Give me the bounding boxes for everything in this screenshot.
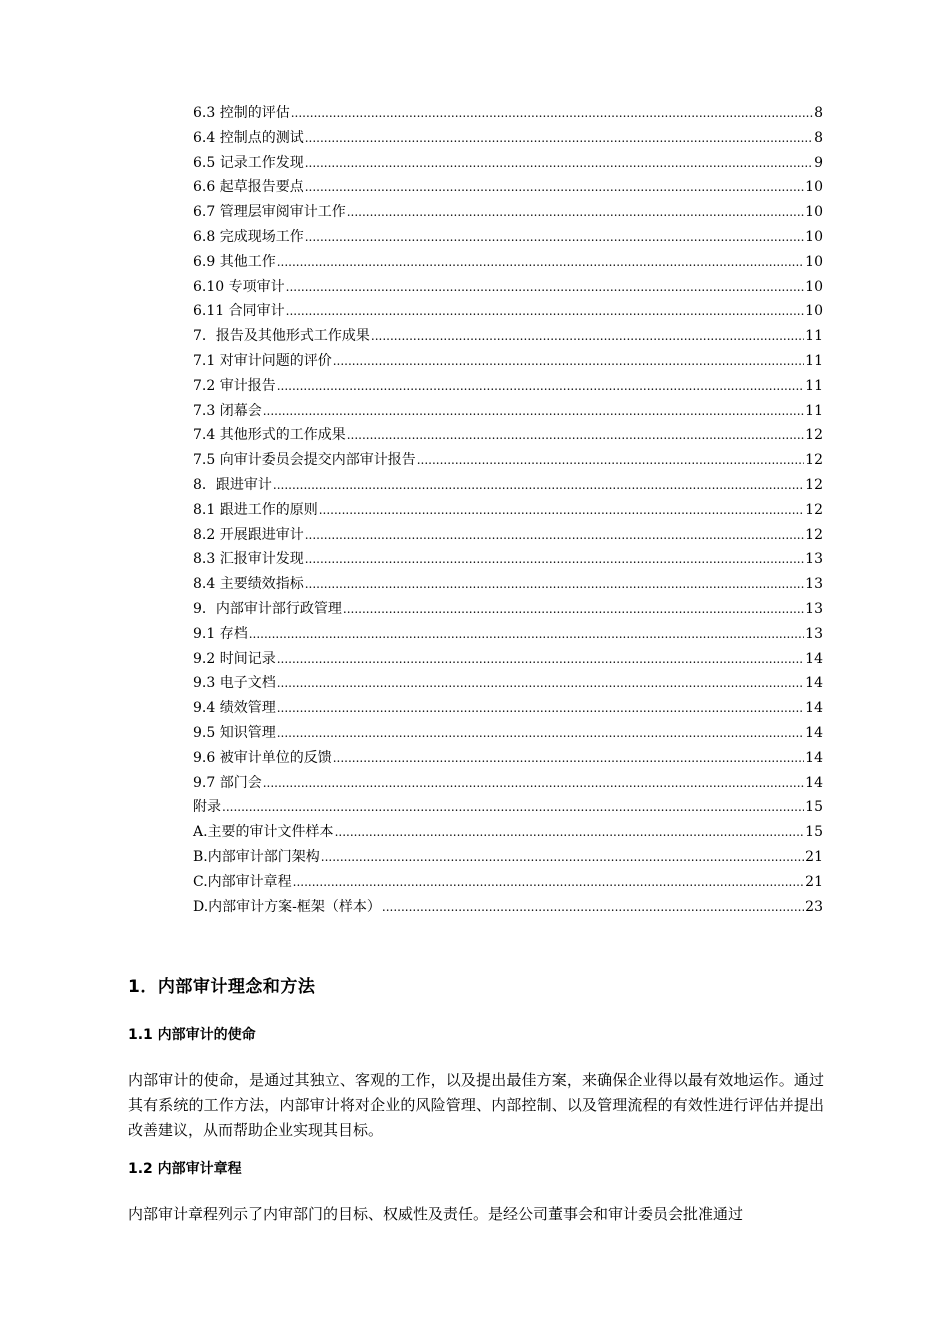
toc-entry[interactable]	[193, 671, 823, 696]
toc-entry-page-number: 14	[805, 749, 823, 766]
toc-leader-dots	[333, 349, 804, 374]
toc-entry[interactable]	[193, 448, 823, 473]
toc-entry[interactable]	[193, 299, 823, 324]
toc-entry[interactable]	[193, 845, 823, 870]
toc-leader-dots	[286, 299, 805, 324]
toc-entry-label: 附录	[193, 799, 221, 816]
toc-entry-page-number: 10	[805, 278, 823, 295]
toc-leader-dots	[277, 696, 804, 721]
toc-entry-label: 7.1 对审计问题的评价	[193, 352, 332, 369]
toc-entry-label: 8.2 开展跟进审计	[193, 526, 304, 543]
toc-entry-label: 9.5 知识管理	[193, 724, 276, 741]
toc-entry-page-number: 13	[805, 600, 823, 617]
toc-entry-label: 9．内部审计部行政管理	[193, 600, 342, 617]
toc-entry[interactable]	[193, 523, 823, 548]
toc-entry-page-number: 12	[805, 501, 823, 518]
toc-entry[interactable]	[193, 795, 823, 820]
toc-entry[interactable]	[193, 399, 823, 424]
toc-entry[interactable]	[193, 225, 823, 250]
toc-entry-page-number: 11	[805, 352, 823, 369]
toc-entry-page-number: 14	[805, 675, 823, 692]
toc-entry-label: 6.5 记录工作发现	[193, 154, 304, 171]
toc-leader-dots	[291, 101, 813, 126]
toc-leader-dots	[273, 473, 804, 498]
toc-leader-dots	[305, 225, 804, 250]
toc-entry[interactable]	[193, 771, 823, 796]
toc-entry[interactable]	[193, 820, 823, 845]
toc-entry[interactable]	[193, 597, 823, 622]
toc-leader-dots	[263, 399, 804, 424]
toc-entry[interactable]	[193, 126, 823, 151]
toc-entry-label: 6.11 合同审计	[193, 303, 285, 320]
toc-entry-page-number: 14	[805, 650, 823, 667]
toc-leader-dots	[277, 647, 804, 672]
toc-entry[interactable]	[193, 870, 823, 895]
toc-entry[interactable]	[193, 200, 823, 225]
toc-leader-dots	[382, 895, 804, 920]
toc-leader-dots	[305, 523, 804, 548]
toc-entry-page-number: 23	[805, 898, 823, 915]
toc-entry-page-number: 14	[805, 700, 823, 717]
toc-entry-page-number: 13	[805, 551, 823, 568]
subsection-heading-mission: 1.1 内部审计的使命	[128, 1027, 256, 1043]
toc-entry-page-number: 10	[805, 303, 823, 320]
toc-entry-page-number: 15	[805, 824, 823, 841]
toc-entry-label: 9.6 被审计单位的反馈	[193, 749, 332, 766]
toc-leader-dots	[263, 771, 804, 796]
toc-entry-label: A.主要的审计文件样本	[193, 824, 334, 841]
toc-entry-page-number: 13	[805, 576, 823, 593]
toc-entry-page-number: 12	[805, 526, 823, 543]
toc-entry-page-number: 14	[805, 774, 823, 791]
toc-leader-dots	[277, 721, 804, 746]
toc-entry[interactable]	[193, 151, 823, 176]
toc-entry-page-number: 14	[805, 724, 823, 741]
toc-entry-page-number: 10	[805, 204, 823, 221]
toc-leader-dots	[305, 175, 804, 200]
toc-leader-dots	[222, 795, 804, 820]
toc-entry-label: 9.7 部门会	[193, 774, 262, 791]
toc-entry-label: 7.3 闭幕会	[193, 402, 262, 419]
toc-leader-dots	[277, 374, 804, 399]
toc-entry-label: 6.3 控制的评估	[193, 105, 290, 121]
toc-entry-label: 6.7 管理层审阅审计工作	[193, 204, 346, 221]
toc-entry-label: 6.8 完成现场工作	[193, 228, 304, 245]
subsection-heading-charter: 1.2 内部审计章程	[128, 1161, 242, 1177]
toc-entry-page-number: 21	[805, 873, 823, 890]
toc-entry-label: 8.1 跟进工作的原则	[193, 501, 318, 518]
toc-leader-dots	[293, 870, 805, 895]
toc-entry[interactable]	[193, 572, 823, 597]
toc-entry-page-number: 9	[814, 154, 823, 171]
toc-leader-dots	[371, 324, 804, 349]
toc-entry[interactable]	[193, 324, 823, 349]
toc-leader-dots	[347, 200, 804, 225]
toc-entry[interactable]	[193, 647, 823, 672]
toc-entry-page-number: 12	[805, 427, 823, 444]
toc-entry-page-number: 15	[805, 799, 823, 816]
toc-entry-page-number: 12	[805, 476, 823, 493]
toc-entry-label: 8.4 主要绩效指标	[193, 576, 304, 593]
toc-leader-dots	[319, 498, 804, 523]
toc-entry-page-number: 8	[814, 129, 823, 146]
toc-leader-dots	[321, 845, 804, 870]
toc-entry[interactable]	[193, 746, 823, 771]
toc-entry-label: 9.4 绩效管理	[193, 700, 276, 717]
toc-entry[interactable]	[193, 547, 823, 572]
toc-leader-dots	[277, 250, 804, 275]
toc-entry[interactable]	[193, 250, 823, 275]
toc-entry[interactable]	[193, 498, 823, 523]
toc-entry[interactable]	[193, 473, 823, 498]
toc-entry[interactable]	[193, 895, 823, 920]
toc-leader-dots	[333, 746, 804, 771]
toc-leader-dots	[305, 151, 813, 176]
toc-entry[interactable]	[193, 696, 823, 721]
toc-leader-dots	[286, 275, 805, 300]
toc-entry[interactable]	[193, 374, 823, 399]
toc-entry[interactable]	[193, 275, 823, 300]
toc-entry-label: 9.2 时间记录	[193, 650, 276, 667]
toc-entry-label: C.内部审计章程	[193, 873, 292, 890]
toc-entry-label: 6.6 起草报告要点	[193, 179, 304, 196]
toc-entry-page-number: 21	[805, 848, 823, 865]
toc-entry-label: 9.1 存档	[193, 625, 248, 642]
toc-entry[interactable]	[193, 721, 823, 746]
paragraph-charter: 内部审计章程列示了内审部门的目标、权威性及责任。是经公司董事会和审计委员会批准通过	[128, 1205, 744, 1223]
toc-entry-page-number: 13	[805, 625, 823, 642]
toc-entry-page-number: 10	[805, 228, 823, 245]
toc-entry[interactable]	[193, 622, 823, 647]
toc-entry-label: D.内部审计方案-框架（样本）	[193, 898, 381, 915]
toc-leader-dots	[335, 820, 805, 845]
toc-entry-label: 8．跟进审计	[193, 476, 272, 493]
toc-leader-dots	[347, 423, 804, 448]
table-of-contents	[193, 101, 823, 919]
toc-leader-dots	[249, 622, 804, 647]
toc-entry-label: B.内部审计部门架构	[193, 848, 320, 865]
section-heading: 1．内部审计理念和方法	[128, 977, 316, 997]
toc-entry[interactable]	[193, 423, 823, 448]
toc-leader-dots	[305, 547, 804, 572]
toc-entry-label: 7.5 向审计委员会提交内部审计报告	[193, 452, 416, 469]
toc-entry-label: 8.3 汇报审计发现	[193, 551, 304, 568]
toc-entry-page-number: 11	[805, 402, 823, 419]
toc-entry-label: 6.9 其他工作	[193, 253, 276, 270]
toc-entry-label: 6.4 控制点的测试	[193, 129, 304, 146]
toc-entry-page-number: 10	[805, 179, 823, 196]
toc-entry-page-number: 11	[805, 377, 823, 394]
toc-entry[interactable]	[193, 101, 823, 126]
toc-entry-label: 7．报告及其他形式工作成果	[193, 328, 370, 345]
toc-entry-page-number: 11	[805, 328, 823, 345]
toc-leader-dots	[305, 126, 813, 151]
toc-entry-page-number: 10	[805, 253, 823, 270]
toc-entry-page-number: 12	[805, 452, 823, 469]
toc-entry-label: 7.4 其他形式的工作成果	[193, 427, 346, 444]
toc-leader-dots	[305, 572, 804, 597]
toc-entry-page-number: 8	[814, 105, 823, 121]
toc-leader-dots	[417, 448, 804, 473]
toc-leader-dots	[343, 597, 804, 622]
toc-entry-label: 7.2 审计报告	[193, 377, 276, 394]
toc-entry[interactable]	[193, 175, 823, 200]
toc-entry-label: 9.3 电子文档	[193, 675, 276, 692]
toc-entry[interactable]	[193, 349, 823, 374]
toc-entry-label: 6.10 专项审计	[193, 278, 285, 295]
paragraph-mission: 内部审计的使命，是通过其独立、客观的工作，以及提出最佳方案，来确保企业得以最有效地运作。通过其有系统的工作方法，内部审计将对企业的风险管理、内部控制、以及管理流程的有效性进行评估并提出改善建议，从而帮助企业实现其目标。	[128, 1071, 824, 1139]
toc-leader-dots	[277, 671, 804, 696]
